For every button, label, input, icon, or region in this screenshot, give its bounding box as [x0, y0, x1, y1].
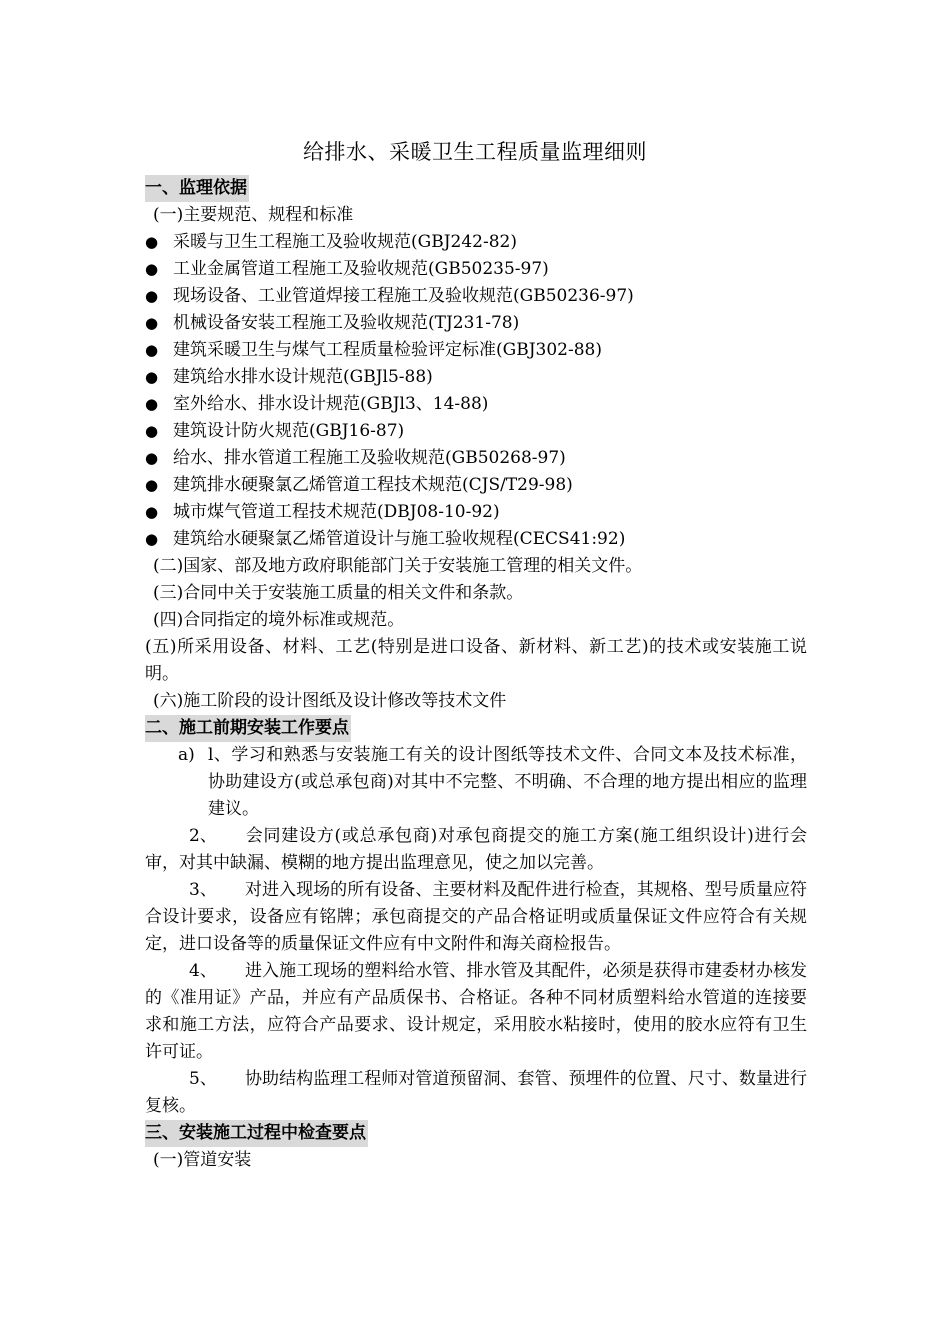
subsection-government-docs: (二)国家、部及地方政府职能部门关于安装施工管理的相关文件。 — [153, 556, 643, 576]
bullet-icon: ● — [145, 260, 159, 278]
standard-list-item — [145, 283, 807, 310]
standard-list-item — [145, 229, 807, 256]
item-text: 进入施工现场的塑料给水管、排水管及其配件，必须是获得市建委材办核发的《准用证》产品，并应有产品质保书、合格证。各种不同材质塑料给水管道的连接要求和施工方法，应符合产品要求、设计规定，采用胶水粘接时，使用的胶水应符有卫生许可证。 — [145, 961, 807, 1062]
numbered-item — [145, 823, 807, 877]
bullet-icon: ● — [145, 233, 159, 251]
standard-name: 机械设备安装工程施工及验收规范(TJ231-78) — [173, 313, 520, 333]
standard-name: 现场设备、工业管道焊接工程施工及验收规范(GB50236-97) — [173, 286, 634, 306]
standard-list-item — [145, 256, 807, 283]
subsection-design-drawings: (六)施工阶段的设计图纸及设计修改等技术文件 — [153, 691, 507, 711]
standard-name: 建筑排水硬聚氯乙烯管道工程技术规范(CJS/T29-98) — [173, 475, 573, 495]
item-text: 对进入现场的所有设备、主要材料及配件进行检查，其规格、型号质量应符合设计要求，设备应有铭牌；承包商提交的产品合格证明或质量保证文件应符合有关规定，进口设备等的质量保证文件应有中文附件和海关商检报告。 — [145, 880, 807, 954]
standard-name: 建筑设计防火规范(GBJ16-87) — [173, 421, 405, 441]
standard-list-item — [145, 310, 807, 337]
bullet-icon: ● — [145, 422, 159, 440]
subsection-standards: (一)主要规范、规程和标准 — [153, 205, 354, 225]
bullet-icon: ● — [145, 341, 159, 359]
bullet-icon: ● — [145, 395, 159, 413]
item-number: 4、 — [189, 961, 217, 981]
document-body — [145, 175, 807, 1174]
standard-name: 城市煤气管道工程技术规范(DBJ08-10-92) — [173, 502, 500, 522]
subsection-foreign-standards: (四)合同指定的境外标准或规范。 — [153, 610, 405, 630]
numbered-item — [145, 1066, 807, 1120]
item-number: 2、 — [189, 826, 217, 846]
bullet-icon: ● — [145, 368, 159, 386]
subsection-contract-docs: (三)合同中关于安装施工质量的相关文件和条款。 — [153, 583, 524, 603]
item-text: 会同建设方(或总承包商)对承包商提交的施工方案(施工组织设计)进行会审，对其中缺漏、模糊的地方提出监理意见，使之加以完善。 — [145, 826, 807, 873]
standard-list-item — [145, 391, 807, 418]
bullet-icon: ● — [145, 449, 159, 467]
bullet-icon: ● — [145, 476, 159, 494]
standard-list-item — [145, 499, 807, 526]
list-item-a — [145, 742, 807, 823]
standard-name: 建筑给水排水设计规范(GBJl5-88) — [173, 367, 433, 387]
bullet-icon: ● — [145, 287, 159, 305]
subsection-pipe-installation: (一)管道安装 — [153, 1150, 252, 1170]
standard-name: 给水、排水管道工程施工及验收规范(GB50268-97) — [173, 448, 566, 468]
standard-name: 建筑给水硬聚氯乙烯管道设计与施工验收规程(CECS41:92) — [173, 529, 626, 549]
standards-list — [145, 229, 807, 553]
standard-name: 工业金属管道工程施工及验收规范(GB50235-97) — [173, 259, 549, 279]
standard-name: 采暖与卫生工程施工及验收规范(GBJ242-82) — [173, 232, 517, 252]
numbered-item — [145, 958, 807, 1066]
standard-name: 室外给水、排水设计规范(GBJl3、14-88) — [173, 394, 489, 414]
list-item-text: l、学习和熟悉与安装施工有关的设计图纸等技术文件、合同文本及技术标准，协助建设方(或总承包商)对其中不完整、不明确、不合理的地方提出相应的监理建议。 — [208, 745, 807, 819]
bullet-icon: ● — [145, 530, 159, 548]
numbered-item — [145, 877, 807, 958]
document-title: 给排水、采暖卫生工程质量监理细则 — [303, 140, 647, 164]
list-marker: a) — [178, 745, 195, 765]
bullet-icon: ● — [145, 314, 159, 332]
section-heading-2: 二、施工前期安装工作要点 — [145, 715, 351, 742]
subsection-equipment-instructions: (五)所采用设备、材料、工艺(特别是进口设备、新材料、新工艺)的技术或安装施工说明。 — [145, 637, 807, 684]
standard-list-item — [145, 472, 807, 499]
standard-list-item — [145, 445, 807, 472]
item-number: 3、 — [189, 880, 217, 900]
section-heading-1: 一、监理依据 — [145, 175, 249, 202]
item-text: 协助结构监理工程师对管道预留洞、套管、预埋件的位置、尺寸、数量进行复核。 — [145, 1069, 807, 1116]
standard-list-item — [145, 526, 807, 553]
standard-name: 建筑采暖卫生与煤气工程质量检验评定标准(GBJ302-88) — [173, 340, 602, 360]
item-number: 5、 — [189, 1069, 217, 1089]
numbered-items — [145, 823, 807, 1120]
standard-list-item — [145, 418, 807, 445]
standard-list-item — [145, 337, 807, 364]
bullet-icon: ● — [145, 503, 159, 521]
section-heading-3: 三、安装施工过程中检查要点 — [145, 1120, 368, 1147]
standard-list-item — [145, 364, 807, 391]
